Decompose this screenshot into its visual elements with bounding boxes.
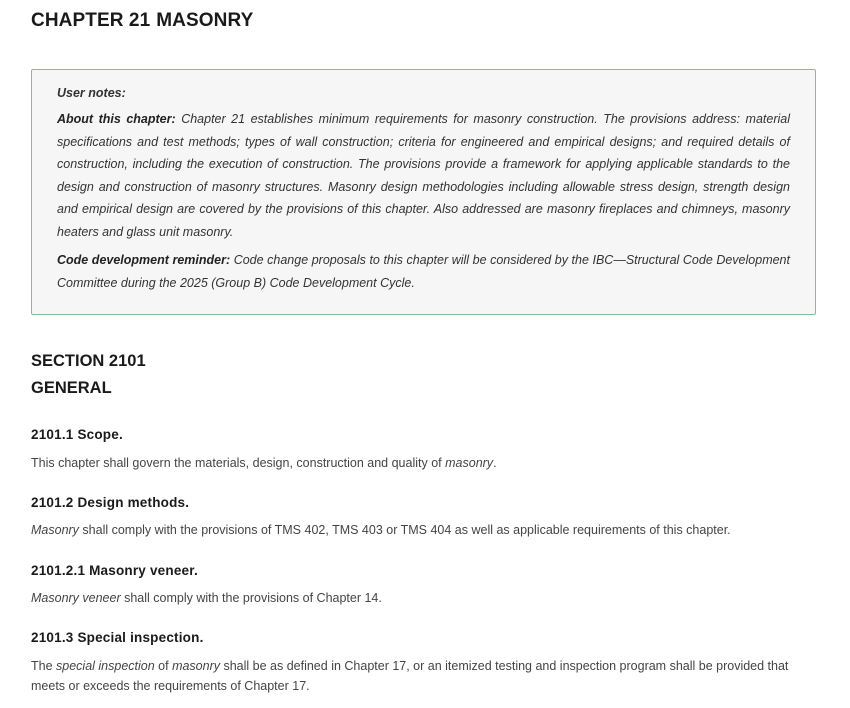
defined-term-masonry[interactable]: masonry bbox=[445, 456, 494, 470]
masonry-veneer-heading: 2101.2.1 Masonry veneer. bbox=[31, 563, 198, 578]
special-inspection-text-start: The bbox=[31, 659, 57, 673]
special-inspection-text-mid: of bbox=[154, 659, 173, 673]
defined-term-masonry[interactable]: Masonry bbox=[31, 523, 79, 537]
about-chapter-label: About this chapter: bbox=[57, 112, 176, 126]
scope-text bbox=[31, 453, 816, 473]
defined-term-special-inspection[interactable]: special inspection bbox=[56, 659, 155, 673]
about-chapter-text: Chapter 21 establishes minimum requirements for masonry construction. The provisions address: material specifications and test methods; types of wall construction; criteria for engineered and empirical designs; and required details of construction, including the execution of construction. The provisions provide a framework for applying applicable standards to the design and construction of masonry structures. Masonry design methodologies including allowable stress design, strength design and empirical design are covered by the provisions of this chapter. Also addressed are masonry fireplaces and chimneys, masonry heaters and glass unit masonry. bbox=[57, 112, 790, 239]
design-methods-text bbox=[31, 520, 816, 540]
scope-heading: 2101.1 Scope. bbox=[31, 427, 123, 442]
reminder-text: Code change proposals to this chapter will be considered by the IBC—Structural Code Development Committee during the 2025 (Group B) Code Development Cycle. bbox=[57, 253, 790, 290]
code-development-reminder bbox=[57, 249, 790, 294]
special-inspection-heading: 2101.3 Special inspection. bbox=[31, 630, 204, 645]
special-inspection-text bbox=[31, 656, 816, 696]
chapter-title bbox=[31, 10, 253, 32]
section-title: GENERAL bbox=[31, 379, 112, 397]
reminder-label: Code development reminder: bbox=[57, 253, 231, 267]
scope-text-part: This chapter shall govern the materials, design, construction and quality of bbox=[31, 456, 446, 470]
scope-text-end: . bbox=[493, 456, 497, 470]
defined-term-masonry[interactable]: masonry bbox=[172, 659, 220, 673]
section-number: SECTION 2101 bbox=[31, 352, 146, 370]
masonry-veneer-text-part: shall comply with the provisions of Chapter 14. bbox=[120, 591, 382, 605]
design-methods-text-part: shall comply with the provisions of TMS 402, TMS 403 or TMS 404 as well as applicable requirements of this chapter. bbox=[78, 523, 731, 537]
defined-term-masonry-veneer[interactable]: Masonry veneer bbox=[31, 591, 121, 605]
user-notes-box bbox=[31, 69, 816, 315]
section-heading bbox=[31, 348, 146, 402]
chapter-number: CHAPTER 21 bbox=[31, 10, 151, 31]
special-inspection-text-end: shall be as defined in Chapter 17, or an itemized testing and inspection program shall be provided that meets or exceeds the requirements of Chapter 17. bbox=[31, 659, 789, 693]
masonry-veneer-text bbox=[31, 588, 816, 608]
design-methods-heading: 2101.2 Design methods. bbox=[31, 495, 190, 510]
user-notes-heading: User notes: bbox=[57, 86, 126, 100]
chapter-name: MASONRY bbox=[156, 10, 254, 31]
about-chapter-note bbox=[57, 108, 790, 243]
